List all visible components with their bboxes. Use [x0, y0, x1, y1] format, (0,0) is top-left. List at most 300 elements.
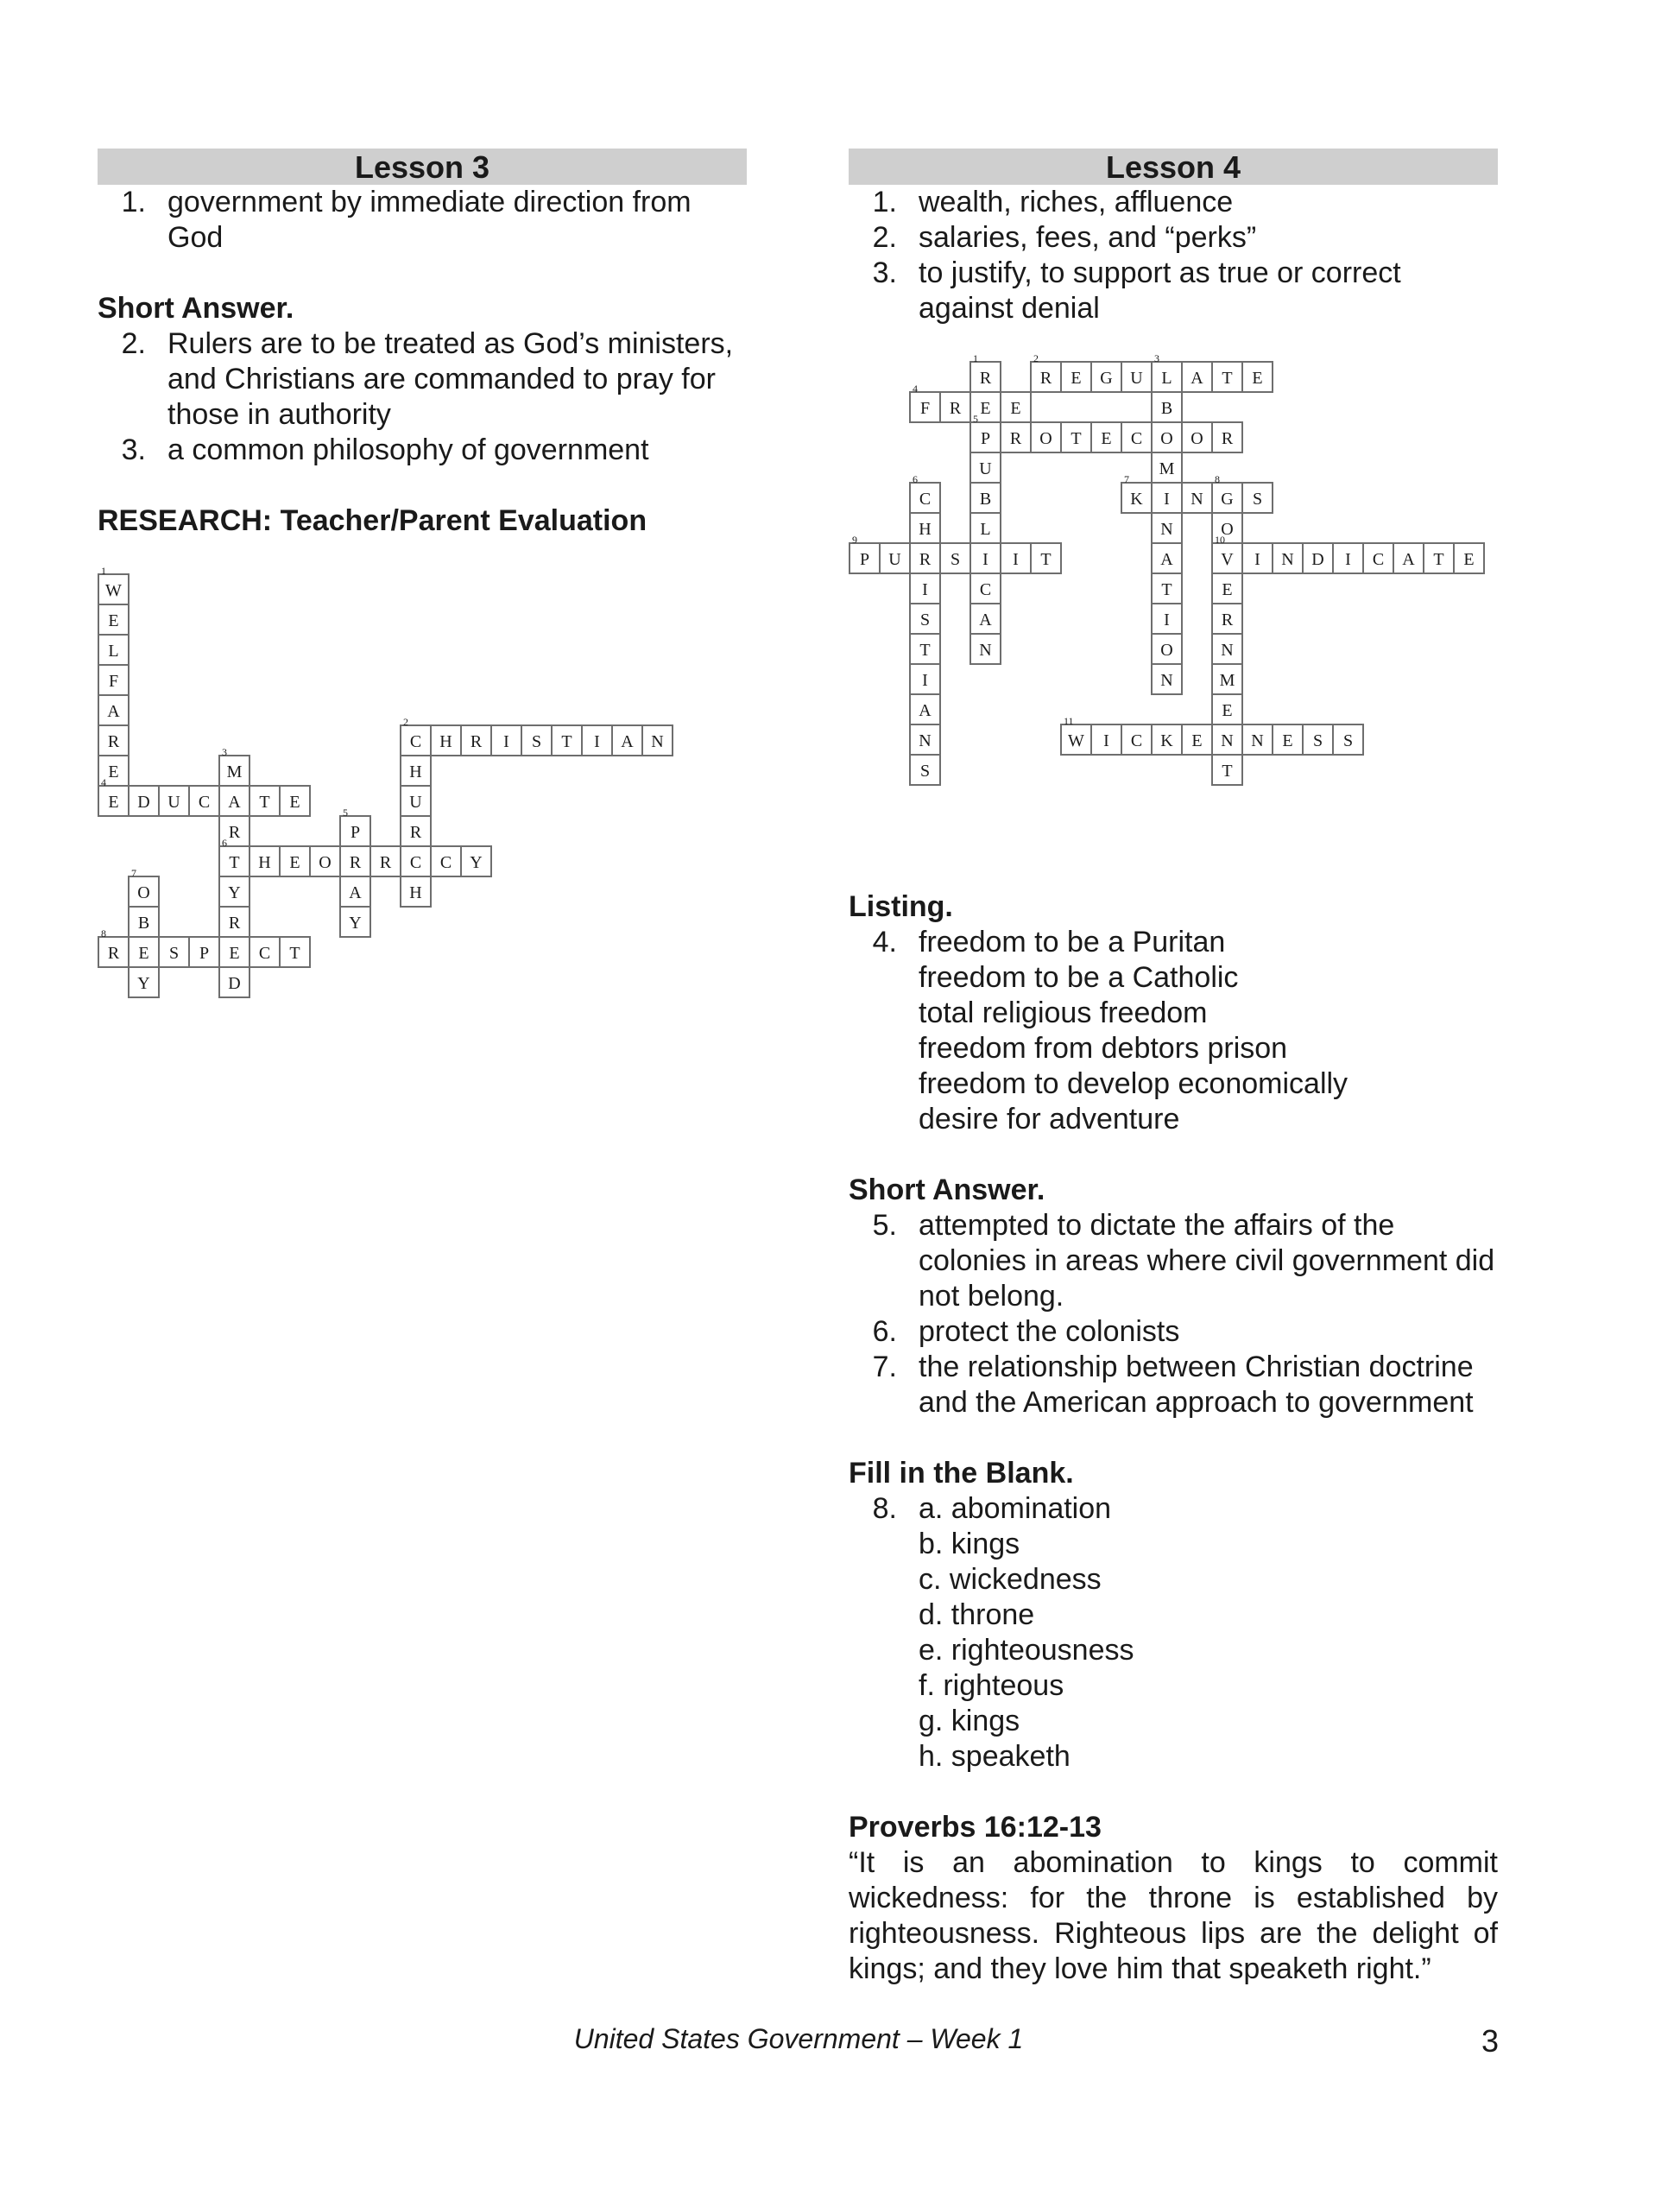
clue-number: 10	[1215, 534, 1225, 546]
cell-letter: D	[1311, 550, 1324, 569]
crossword-cell	[1090, 421, 1122, 453]
crossword-cell	[1151, 724, 1183, 756]
cell-letter: C	[198, 793, 211, 812]
cell-letter: C	[979, 580, 992, 599]
crossword-cell	[1332, 542, 1364, 574]
clue-number: 4	[913, 383, 918, 395]
cell-letter: T	[1222, 762, 1233, 781]
crossword-cell	[218, 966, 250, 998]
cell-letter: R	[1009, 429, 1022, 448]
crossword-cell	[909, 754, 941, 786]
cell-letter: T	[1040, 550, 1052, 569]
item-number: 6.	[872, 1315, 897, 1348]
cell-letter: G	[1221, 490, 1234, 509]
crossword-cell	[1151, 391, 1183, 423]
clue-number: 2	[403, 716, 408, 728]
crossword-cell	[611, 724, 643, 756]
cell-letter: E	[1252, 369, 1263, 388]
cell-letter: H	[409, 883, 422, 902]
crossword-cell	[1302, 542, 1334, 574]
cell-letter: W	[1068, 731, 1084, 750]
cell-letter: E	[229, 944, 240, 963]
listing-line: total religious freedom	[919, 996, 1208, 1029]
cell-letter: B	[137, 914, 150, 933]
crossword-cell	[128, 966, 160, 998]
cell-letter: O	[137, 883, 150, 902]
cell-letter: I	[1103, 731, 1109, 750]
crossword-cell	[339, 876, 371, 908]
proverbs-heading: Proverbs 16:12-13	[849, 1811, 1102, 1844]
cell-letter: I	[1164, 490, 1170, 509]
crossword-cell	[1211, 754, 1243, 786]
crossword-cell	[400, 815, 432, 847]
fill-line: f. righteous	[919, 1669, 1064, 1702]
cell-letter: F	[108, 672, 119, 691]
cell-letter: T	[1071, 429, 1082, 448]
cell-letter: R	[470, 732, 483, 751]
crossword-cell	[1151, 603, 1183, 635]
clue-number: 3	[1154, 352, 1159, 364]
clue-number: 7	[131, 867, 136, 879]
crossword-cell	[188, 936, 220, 968]
crossword-cell	[1121, 473, 1153, 514]
fill-line: d. throne	[919, 1598, 1035, 1631]
crossword-cell	[1181, 482, 1213, 514]
cell-letter: V	[1221, 550, 1234, 569]
crossword-cell	[1272, 542, 1304, 574]
cell-letter: C	[919, 490, 932, 509]
page-number: 3	[1481, 2023, 1499, 2059]
crossword-cell	[909, 573, 941, 604]
fill-list	[919, 1491, 1498, 1775]
crossword-cell	[879, 542, 911, 574]
crossword-cell	[1000, 542, 1032, 574]
page-footer	[0, 2023, 1680, 2061]
crossword-cell	[1453, 542, 1485, 574]
cell-letter: I	[1345, 550, 1351, 569]
cell-letter: S	[1312, 731, 1323, 750]
cell-letter: M	[226, 762, 243, 781]
cell-letter: Y	[349, 914, 362, 933]
cell-letter: T	[1161, 580, 1172, 599]
cell-letter: R	[379, 853, 392, 872]
clue-number: 8	[101, 927, 106, 939]
cell-letter: U	[1130, 369, 1143, 388]
crossword-cell	[1211, 693, 1243, 725]
cell-letter: R	[409, 823, 422, 842]
cell-letter: A	[919, 701, 932, 720]
cell-letter: C	[439, 853, 452, 872]
crossword-cell	[1211, 573, 1243, 604]
cell-letter: I	[1254, 550, 1260, 569]
crossword-cell	[1151, 633, 1183, 665]
crossword-cell	[218, 936, 250, 968]
listing-list	[919, 925, 1498, 1137]
cell-letter: L	[1161, 369, 1172, 388]
cell-letter: M	[1219, 671, 1235, 690]
crossword-cell	[218, 837, 250, 877]
crossword-cell	[188, 785, 220, 817]
item-number: 3.	[872, 256, 897, 289]
crossword-cell	[1181, 361, 1213, 393]
item-number: 8.	[872, 1492, 897, 1525]
clue-number: 9	[852, 534, 857, 546]
cell-letter: Y	[470, 853, 483, 872]
cell-letter: I	[982, 550, 988, 569]
cell-letter: I	[594, 732, 600, 751]
crossword-cell	[400, 716, 432, 756]
cell-letter: S	[950, 550, 961, 569]
crossword-cell	[969, 482, 1001, 514]
cell-letter: E	[138, 944, 149, 963]
cell-letter: U	[409, 793, 422, 812]
crossword-cell	[339, 906, 371, 938]
lesson-3-item-1	[98, 185, 747, 256]
cell-letter: R	[1221, 429, 1234, 448]
crossword-cell	[1030, 352, 1062, 393]
lesson-3-item-2	[98, 326, 747, 433]
crossword-cell	[939, 391, 971, 423]
lesson-3-crossword	[98, 565, 747, 1014]
cell-letter: E	[1191, 731, 1203, 750]
clue-number: 6	[913, 473, 918, 485]
crossword-cell	[1030, 421, 1062, 453]
cell-letter: R	[349, 853, 362, 872]
clue-number: 1	[101, 565, 106, 577]
clue-number: 1	[973, 352, 978, 364]
cell-letter: R	[949, 399, 962, 418]
cell-letter: L	[108, 642, 119, 661]
cell-letter: U	[167, 793, 180, 812]
item-number: 2.	[121, 327, 146, 360]
cell-letter: R	[1221, 611, 1234, 629]
cell-letter: B	[979, 490, 992, 509]
cell-letter: T	[259, 793, 270, 812]
crossword-cell	[849, 534, 881, 574]
crossword-cell	[218, 906, 250, 938]
crossword-cell	[1211, 724, 1243, 756]
cell-letter: E	[1010, 399, 1021, 418]
cell-letter: E	[1222, 580, 1233, 599]
crossword-cell	[909, 724, 941, 756]
cell-letter: P	[350, 823, 361, 842]
crossword-cell	[128, 867, 160, 908]
crossword-cell	[1302, 724, 1334, 756]
crossword-cell	[1000, 421, 1032, 453]
crossword-cell	[1060, 361, 1092, 393]
cell-letter: N	[1221, 641, 1234, 660]
cell-letter: N	[1221, 731, 1234, 750]
crossword-cell	[128, 785, 160, 817]
lesson-3-item-3	[98, 433, 747, 468]
cell-letter: C	[1130, 731, 1143, 750]
cell-letter: A	[979, 611, 992, 629]
lesson-4-crossword	[849, 352, 1498, 860]
clue-number: 5	[343, 807, 348, 819]
short-answer-heading: Short Answer.	[849, 1174, 1045, 1206]
cell-letter: U	[888, 550, 901, 569]
crossword-cell	[641, 724, 673, 756]
item-text: the relationship between Christian doctrine and the American approach to government	[919, 1351, 1474, 1419]
item-text: to justify, to support as true or correct against denial	[919, 256, 1401, 325]
cell-letter: H	[258, 853, 271, 872]
crossword-cell	[279, 845, 311, 877]
crossword-cell	[1211, 633, 1243, 665]
proverbs-quote: “It is an abomination to kings to commit wickedness: for the throne is established by righteousness. Righteous lips are the delight of kings; and they love him that speaketh right.”	[849, 1846, 1498, 1985]
crossword-cell	[98, 776, 129, 817]
crossword-cell	[969, 603, 1001, 635]
cell-letter: T	[561, 732, 572, 751]
listing-line: freedom from debtors prison	[919, 1032, 1288, 1065]
cell-letter: R	[107, 944, 120, 963]
item-text: wealth, riches, affluence	[919, 186, 1234, 218]
crossword-cell	[1121, 421, 1153, 453]
fill-line: h. speaketh	[919, 1740, 1071, 1773]
item-number: 7.	[872, 1351, 897, 1383]
crossword-cell	[1241, 542, 1273, 574]
crossword-cell	[218, 746, 250, 787]
crossword-cell	[969, 352, 1001, 393]
crossword-cell	[909, 473, 941, 514]
crossword-cell	[400, 845, 432, 877]
cell-letter: E	[1101, 429, 1112, 448]
crossword-cell	[1211, 663, 1243, 695]
fill-line: a. abomination	[919, 1492, 1112, 1525]
cell-letter: A	[1402, 550, 1415, 569]
cell-letter: E	[108, 793, 119, 812]
clue-number: 7	[1124, 473, 1129, 485]
cell-letter: C	[258, 944, 271, 963]
cell-letter: D	[228, 974, 241, 993]
crossword-cell	[1362, 542, 1394, 574]
crossword-cell	[551, 724, 583, 756]
crossword-cell	[1151, 352, 1183, 393]
crossword-cell	[1332, 724, 1364, 756]
crossword-cell	[1151, 663, 1183, 695]
crossword-cell	[969, 413, 1001, 453]
cell-letter: T	[919, 641, 931, 660]
crossword-cell	[969, 573, 1001, 604]
item-number: 5.	[872, 1209, 897, 1242]
cell-letter: S	[919, 611, 931, 629]
cell-letter: T	[289, 944, 300, 963]
fill-line: e. righteousness	[919, 1634, 1134, 1667]
crossword-cell	[969, 452, 1001, 484]
lesson-4-item-8	[849, 1491, 1498, 1775]
cell-letter: A	[349, 883, 362, 902]
crossword-cell	[969, 512, 1001, 544]
cell-letter: A	[1160, 550, 1173, 569]
crossword-cell	[1060, 715, 1092, 756]
crossword-cell	[339, 845, 371, 877]
cell-letter: R	[228, 914, 241, 933]
crossword-cell	[249, 845, 281, 877]
lesson-4-item-7	[849, 1350, 1498, 1420]
cell-letter: Y	[228, 883, 241, 902]
crossword-cell	[1000, 391, 1032, 423]
cell-letter: F	[919, 399, 931, 418]
fill-line: c. wickedness	[919, 1563, 1102, 1596]
crossword-cell	[1393, 542, 1424, 574]
crossword-cell	[1121, 724, 1153, 756]
clue-number: 5	[973, 413, 978, 425]
crossword-cell	[1030, 542, 1062, 574]
lesson-3-heading: Lesson 3	[98, 149, 747, 185]
crossword-cell	[460, 724, 492, 756]
short-answer-heading: Short Answer.	[98, 292, 294, 325]
cell-letter: E	[1071, 369, 1082, 388]
cell-letter: N	[919, 731, 932, 750]
crossword-cell	[400, 785, 432, 817]
crossword-cell	[490, 724, 522, 756]
cell-letter: S	[1342, 731, 1354, 750]
cell-letter: B	[1160, 399, 1173, 418]
cell-letter: E	[1282, 731, 1293, 750]
cell-letter: H	[409, 762, 422, 781]
cell-letter: L	[980, 520, 991, 539]
crossword-cell	[98, 927, 129, 968]
cell-letter: E	[289, 853, 300, 872]
cell-letter: S	[1252, 490, 1263, 509]
crossword-cell	[279, 785, 311, 817]
cell-letter: I	[922, 580, 928, 599]
clue-number: 8	[1215, 473, 1220, 485]
cell-letter: N	[1191, 490, 1203, 509]
crossword-cell	[218, 785, 250, 817]
cell-letter: I	[1013, 550, 1019, 569]
item-number: 1.	[121, 186, 146, 218]
cell-letter: R	[1039, 369, 1052, 388]
cell-letter: O	[319, 853, 332, 872]
cell-letter: C	[409, 732, 422, 751]
cell-letter: A	[1191, 369, 1203, 388]
fill-in-blank-heading: Fill in the Blank.	[849, 1457, 1074, 1490]
cell-letter: O	[1160, 429, 1173, 448]
cell-letter: E	[1222, 701, 1233, 720]
cell-letter: P	[980, 429, 991, 448]
cell-letter: N	[1160, 671, 1173, 690]
crossword-cell	[1241, 482, 1273, 514]
cell-letter: N	[1251, 731, 1264, 750]
research-heading: RESEARCH: Teacher/Parent Evaluation	[98, 504, 647, 537]
cell-letter: R	[228, 823, 241, 842]
crossword-cell	[1241, 724, 1273, 756]
crossword-cell	[1151, 452, 1183, 484]
cell-letter: A	[621, 732, 634, 751]
lesson-4-item-5	[849, 1208, 1498, 1314]
listing-line: freedom to be a Puritan	[919, 926, 1226, 958]
crossword-cell	[1211, 361, 1243, 393]
lesson-3-column	[98, 149, 747, 1014]
cell-letter: D	[137, 793, 150, 812]
crossword-cell	[279, 936, 311, 968]
crossword-cell	[969, 542, 1001, 574]
item-text: government by immediate direction from God	[167, 186, 692, 254]
cell-letter: I	[922, 671, 928, 690]
cell-letter: C	[1130, 429, 1143, 448]
cell-letter: E	[1463, 550, 1475, 569]
crossword-cell	[98, 565, 129, 605]
cell-letter: I	[1164, 611, 1170, 629]
cell-letter: E	[980, 399, 991, 418]
cell-letter: T	[229, 853, 240, 872]
cell-letter: R	[919, 550, 932, 569]
crossword-cell	[1151, 542, 1183, 574]
item-text: protect the colonists	[919, 1315, 1180, 1348]
cell-letter: N	[1281, 550, 1294, 569]
listing-heading: Listing.	[849, 890, 953, 923]
crossword-cell	[909, 603, 941, 635]
lesson-4-column	[849, 149, 1498, 1987]
crossword-cell	[400, 876, 432, 908]
lesson-4-heading: Lesson 4	[849, 149, 1498, 185]
crossword-cell	[1181, 421, 1213, 453]
crossword-cell	[158, 936, 190, 968]
cell-letter: M	[1159, 459, 1175, 478]
crossword-cell	[1211, 421, 1243, 453]
cell-letter: C	[409, 853, 422, 872]
crossword-cell	[909, 633, 941, 665]
cell-letter: E	[108, 762, 119, 781]
cell-letter: W	[105, 581, 122, 600]
clue-number: 2	[1033, 352, 1039, 364]
cell-letter: S	[531, 732, 542, 751]
crossword-cell	[909, 512, 941, 544]
cell-letter: K	[1130, 490, 1143, 509]
crossword-cell	[1181, 724, 1213, 756]
crossword-cell	[98, 694, 129, 726]
clue-number: 3	[222, 746, 227, 758]
crossword-cell	[939, 542, 971, 574]
fill-line: g. kings	[919, 1705, 1020, 1737]
crossword-cell	[98, 604, 129, 636]
crossword-cell	[1090, 724, 1122, 756]
crossword-cell	[128, 906, 160, 938]
lesson-4-item-4	[849, 925, 1498, 1137]
crossword-cell	[1090, 361, 1122, 393]
crossword-cell	[1060, 421, 1092, 453]
crossword-cell	[249, 785, 281, 817]
listing-line: freedom to be a Catholic	[919, 961, 1239, 994]
crossword-cell	[909, 693, 941, 725]
crossword-cell	[1151, 421, 1183, 453]
lesson-4-item-6	[849, 1314, 1498, 1350]
crossword-cell	[1423, 542, 1455, 574]
clue-number: 6	[222, 837, 227, 849]
cell-letter: E	[108, 611, 119, 630]
crossword-cell	[1211, 473, 1243, 514]
item-text: a common philosophy of government	[167, 433, 649, 466]
crossword-cell	[158, 785, 190, 817]
cell-letter: T	[1222, 369, 1233, 388]
item-text: Rulers are to be treated as God’s ministers, and Christians are commanded to pray for those in authority	[167, 327, 734, 431]
crossword-cell	[1241, 361, 1273, 393]
crossword-cell	[430, 845, 462, 877]
crossword-cell	[1151, 573, 1183, 604]
cell-letter: N	[979, 641, 992, 660]
crossword-cell	[1151, 512, 1183, 544]
crossword-cell	[430, 724, 462, 756]
cell-letter: O	[1039, 429, 1052, 448]
crossword-cell	[909, 383, 941, 423]
fill-line: b. kings	[919, 1528, 1020, 1560]
crossword-cell	[98, 634, 129, 666]
cell-letter: A	[228, 793, 241, 812]
listing-line: desire for adventure	[919, 1103, 1180, 1136]
cell-letter: U	[979, 459, 992, 478]
crossword-cell	[581, 724, 613, 756]
item-text: salaries, fees, and “perks”	[919, 221, 1257, 254]
